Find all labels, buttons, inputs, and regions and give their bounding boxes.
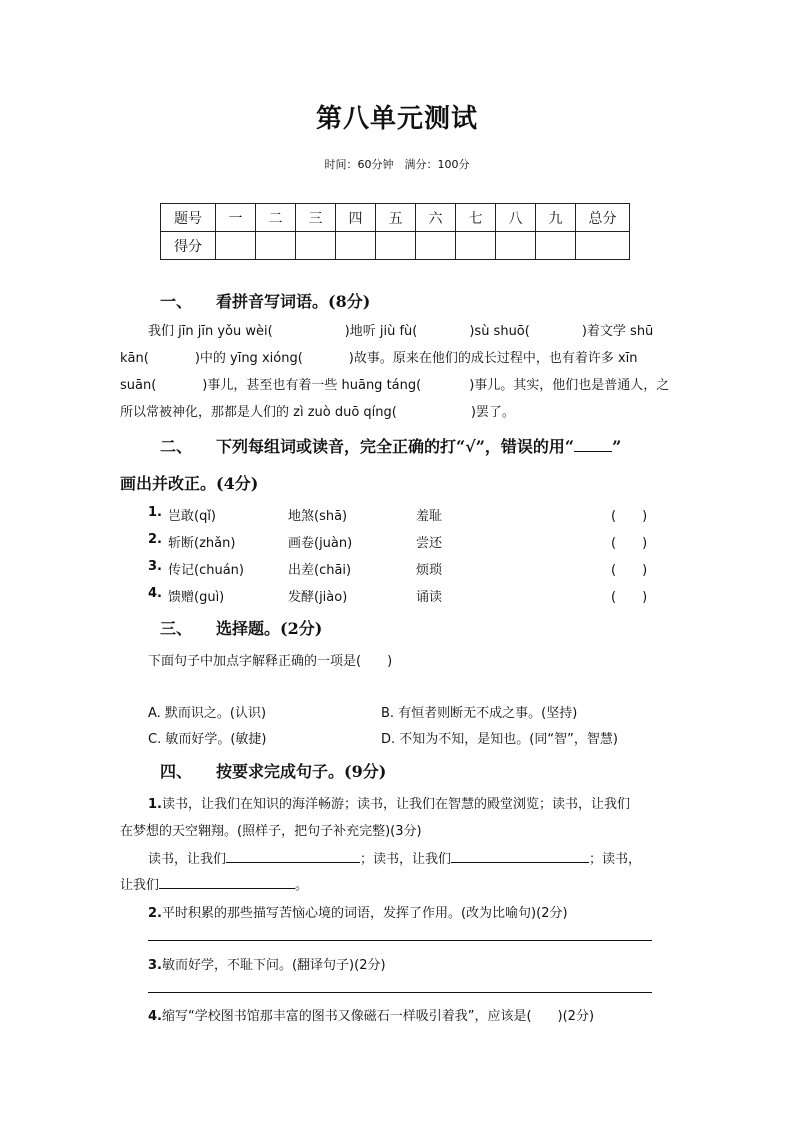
word-a: 馈赠(guì) [168, 590, 225, 605]
text: )sù shuō( [469, 324, 530, 339]
score-input-cell[interactable] [456, 232, 496, 260]
score-input-cell[interactable] [376, 232, 416, 260]
text: ；读书， [589, 852, 642, 867]
section-1-heading [160, 289, 370, 312]
score-input-cell[interactable] [416, 232, 456, 260]
score-input-cell[interactable] [336, 232, 376, 260]
question-text: 缩写“学校图书馆那丰富的图书又像磁石一样吸引着我”，应该是( )(2分) [161, 1009, 595, 1024]
text: )地听 jiù fù( [344, 324, 418, 339]
table-cell: 二 [256, 204, 296, 232]
section-title: 看拼音写词语。(8分) [216, 292, 371, 311]
word-b: 出差(chāi) [288, 563, 352, 578]
question-1-line-1 [148, 793, 630, 812]
score-table [160, 203, 630, 260]
word-b: 发酵(jiào) [288, 590, 348, 605]
answer-blank[interactable] [451, 849, 589, 863]
section-3-heading [160, 616, 322, 639]
option-c[interactable]: C. 敏而好学。(敏捷) [148, 732, 267, 747]
text: 我们 jīn jīn yǒu wèi( [148, 324, 273, 339]
table-cell: 七 [456, 204, 496, 232]
score-input-cell[interactable] [536, 232, 576, 260]
score-input-cell[interactable] [296, 232, 336, 260]
question-1-line-2: 在梦想的天空翱翔。(照样子，把句子补充完整)(3分) [120, 824, 422, 839]
text: suān( [120, 378, 157, 393]
score-table-score-row [161, 232, 630, 260]
table-cell: 题号 [161, 204, 216, 232]
section-number: 二、 [160, 437, 193, 456]
item-number: 2. [148, 532, 162, 547]
question-number: 3. [148, 958, 162, 973]
answer-parentheses[interactable]: ( ) [611, 509, 648, 524]
word-b: 画卷(juàn) [288, 536, 353, 551]
section-title: 按要求完成句子。(9分) [216, 762, 387, 781]
underline-mark [574, 438, 612, 452]
answer-blank[interactable] [226, 849, 360, 863]
word-c: 诵读 [416, 590, 443, 605]
score-input-cell[interactable] [496, 232, 536, 260]
word-a: 岂敢(qǐ) [168, 509, 217, 524]
answer-parentheses[interactable]: ( ) [611, 563, 648, 578]
item-number: 4. [148, 586, 162, 601]
option-a[interactable]: A. 默而识之。(认识) [148, 706, 267, 721]
answer-line[interactable] [148, 940, 652, 941]
score-input-cell[interactable] [576, 232, 630, 260]
table-cell: 一 [216, 204, 256, 232]
answer-line[interactable] [148, 992, 652, 993]
section-number: 四、 [160, 762, 193, 781]
section-number: 三、 [160, 619, 193, 638]
question-1-line-4 [120, 874, 308, 893]
score-input-cell[interactable] [256, 232, 296, 260]
question-2 [148, 902, 568, 921]
option-b[interactable]: B. 有恒者则断无不成之事。(坚持) [381, 706, 578, 721]
text: 所以常被神化，那都是人们的 zì zuò duō qíng( [120, 405, 397, 420]
table-cell: 四 [336, 204, 376, 232]
page-title: 第八单元测试 [315, 104, 478, 134]
table-cell: 得分 [161, 232, 216, 260]
question-text: 平时积累的那些描写苦恼心境的词语，发挥了作用。(改为比喻句)(2分) [161, 906, 568, 921]
question-text: 敏而好学，不耻下问。(翻译句子)(2分) [161, 958, 386, 973]
word-a: 传记(chuán) [168, 563, 244, 578]
item-number: 1. [148, 505, 162, 520]
table-cell: 五 [376, 204, 416, 232]
option-d[interactable]: D. 不知为不知，是知也。(同“智”，智慧) [381, 732, 618, 747]
answer-parentheses[interactable]: ( ) [611, 536, 648, 551]
table-cell: 三 [296, 204, 336, 232]
text: )着文学 shū [581, 324, 654, 339]
exam-info: 时间：60分钟 满分：100分 [324, 158, 470, 171]
section-number: 一、 [160, 292, 193, 311]
text: 读书，让我们 [148, 852, 227, 867]
question-3 [148, 954, 386, 973]
section-4-heading [160, 759, 386, 782]
answer-parentheses[interactable]: ( ) [611, 590, 648, 605]
word-c: 羞耻 [416, 509, 443, 524]
question-text: 读书，让我们在知识的海洋畅游；读书，让我们在智慧的殿堂浏览；读书，让我们 [161, 797, 630, 812]
section-title: 选择题。(2分) [216, 619, 323, 638]
text: )事儿。其实，他们也是普通人，之 [469, 378, 670, 393]
table-cell: 六 [416, 204, 456, 232]
text: 。 [295, 878, 309, 893]
word-b: 地煞(shā) [288, 509, 348, 524]
question-number: 1. [148, 797, 162, 812]
answer-blank[interactable] [159, 875, 295, 889]
text: )中的 yīng xióng( [194, 351, 303, 366]
section-title: ” [612, 437, 622, 456]
text: ；读书，让我们 [360, 852, 452, 867]
item-number: 3. [148, 559, 162, 574]
question-1-line-3 [148, 848, 641, 867]
word-c: 烦琐 [416, 563, 443, 578]
question-number: 2. [148, 906, 162, 921]
section-title: 下列每组词或读音，完全正确的打“√”，错误的用“ [216, 437, 575, 456]
word-c: 尝还 [416, 536, 443, 551]
section-2-heading-cont: 画出并改正。(4分) [120, 474, 259, 493]
score-input-cell[interactable] [216, 232, 256, 260]
text: )故事。原来在他们的成长过程中，也有着许多 xīn [348, 351, 638, 366]
score-table-header-row [161, 204, 630, 232]
question-number: 4. [148, 1009, 162, 1024]
table-cell: 八 [496, 204, 536, 232]
section-1-paragraph [120, 318, 675, 426]
question-text: 下面句子中加点字解释正确的一项是( ) [148, 654, 393, 669]
question-4 [148, 1005, 594, 1024]
section-2-heading [160, 434, 621, 457]
word-a: 斩断(zhǎn) [168, 536, 236, 551]
text: kān( [120, 351, 149, 366]
text: )事儿，甚至也有着一些 huāng táng( [202, 378, 422, 393]
text: 让我们 [120, 878, 160, 893]
table-cell: 总分 [576, 204, 630, 232]
table-cell: 九 [536, 204, 576, 232]
text: )罢了。 [470, 405, 515, 420]
